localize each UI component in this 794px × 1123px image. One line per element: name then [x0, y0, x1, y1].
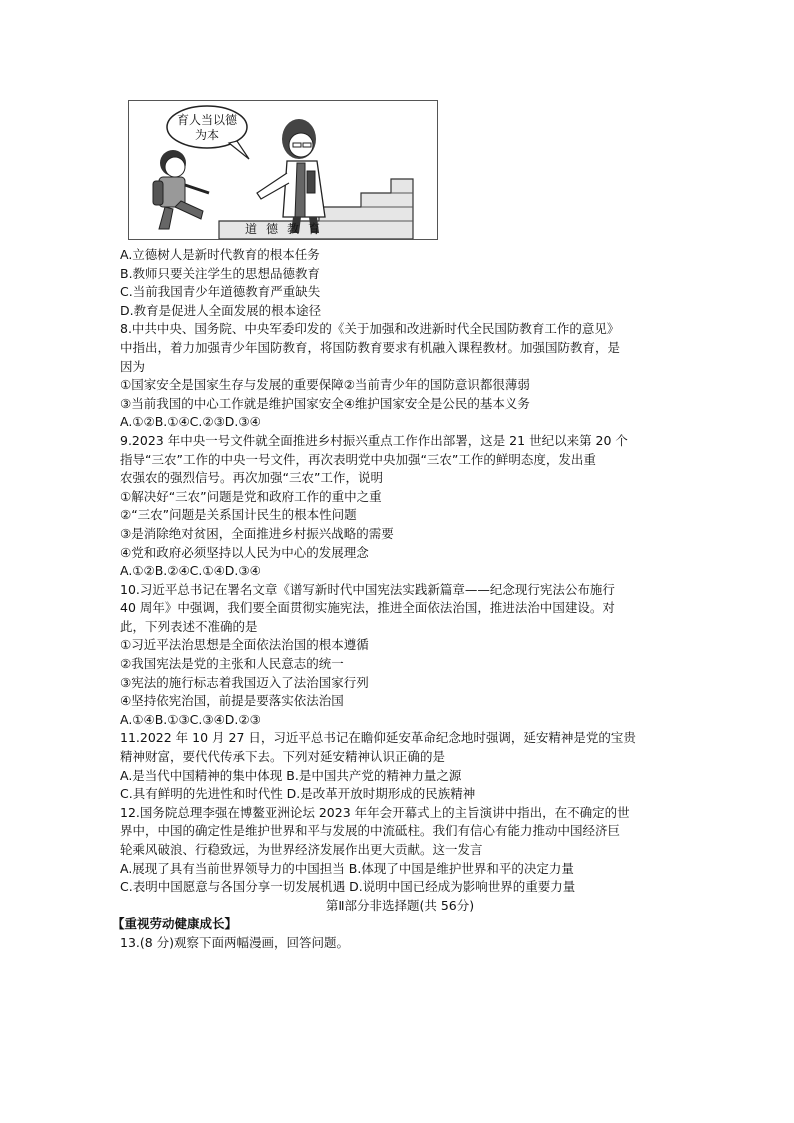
q10-item-2: ②我国宪法是党的主张和人民意志的统一	[120, 656, 344, 672]
section-title: 第Ⅱ部分非选择题(共 56分)	[325, 897, 475, 913]
q9-stem-1: 9.2023 年中央一号文件就全面推进乡村振兴重点工作作出部署，这是 21 世纪以来第 20 个	[120, 432, 628, 448]
q11-options-1: A.是当代中国精神的集中体现 B.是中国共产党的精神力量之源	[120, 767, 462, 783]
q13-stem: 13.(8 分)观察下面两幅漫画，回答问题。	[120, 934, 350, 950]
question-8	[120, 320, 680, 432]
q9-item-1: ①解决好“三农”问题是党和政府工作的重中之重	[120, 488, 382, 504]
cartoon-drawing	[129, 101, 437, 239]
q9-stem-3: 农强农的强烈信号。再次加强“三农”工作，说明	[120, 470, 383, 486]
q12-stem-3: 轮乘风破浪、行稳致远，为世界经济发展作出更大贡献。这一发言	[120, 842, 483, 857]
q12-options-1: A.展现了具有当前世界领导力的中国担当 B.体现了中国是维护世界和平的决定力量	[120, 860, 574, 876]
q7-options	[120, 246, 680, 320]
q11-options-2: C.具有鲜明的先进性和时代性 D.是改革开放时期形成的民族精神	[120, 786, 476, 802]
q8-item-2: ③当前我国的中心工作就是维护国家安全④维护国家安全是公民的基本义务	[120, 395, 530, 411]
section-heading: 【重视劳动健康成长】	[112, 916, 238, 932]
exam-page	[112, 100, 680, 953]
q10-stem-1: 10.习近平总书记在署名文章《谱写新时代中国宪法实践新篇章——纪念现行宪法公布施行	[120, 581, 615, 597]
q12-stem-2: 界中，中国的确定性是维护世界和平与发展的中流砥柱。我们有信心有能力推动中国经济巨	[120, 823, 621, 839]
q8-stem-1: 8.中共中央、国务院、中央军委印发的《关于加强和改进新时代全民国防教育工作的意见》	[120, 321, 620, 337]
q7-option-a: A.立德树人是新时代教育的根本任务	[120, 247, 320, 262]
question-12	[120, 804, 680, 897]
q9-item-2: ②“三农”问题是关系国计民生的根本性问题	[120, 507, 357, 523]
q10-item-3: ③宪法的施行标志着我国迈入了法治国家行列	[120, 674, 369, 690]
q11-stem-1: 11.2022 年 10 月 27 日，习近平总书记在瞻仰延安革命纪念地时强调，延安精神是党的宝贵	[120, 730, 636, 746]
q10-item-4: ④坚持依宪治国，前提是要落实依法治国	[120, 693, 344, 709]
q9-options: A.①②B.②④C.①④D.③④	[120, 563, 261, 579]
q9-item-3: ③是消除绝对贫困，全面推进乡村振兴战略的需要	[120, 525, 394, 541]
stairs-label: 道德教育	[245, 222, 330, 236]
q7-option-d: D.教育是促进人全面发展的根本途径	[120, 302, 322, 318]
q12-stem-1: 12.国务院总理李强在博鳌亚洲论坛 2023 年年会开幕式上的主旨演讲中指出，在不确定的世	[120, 804, 630, 820]
q7-option-b: B.教师只要关注学生的思想品德教育	[120, 265, 321, 281]
q11-stem-2: 精神财富，要代代传承下去。下列对延安精神认识正确的是	[120, 749, 446, 765]
q10-options: A.①④B.①③C.③④D.②③	[120, 711, 261, 727]
q9-stem-2: 指导“三农”工作的中央一号文件，再次表明党中央加强“三农”工作的鲜明态度，发出重	[120, 451, 596, 467]
question-11	[120, 729, 680, 803]
q10-stem-3: 此，下列表述不准确的是	[120, 618, 258, 634]
moral-education-cartoon	[128, 100, 438, 240]
q10-stem-2: 40 周年》中强调，我们要全面贯彻实施宪法，推进全面依法治国，推进法治中国建设。对	[120, 600, 615, 616]
q10-item-1: ①习近平法治思想是全面依法治国的根本遵循	[120, 637, 369, 653]
question-10	[120, 581, 680, 730]
speech-bubble-text: 育人当以德为本	[177, 113, 238, 142]
q12-options-2: C.表明中国愿意与各国分享一切发展机遇 D.说明中国已经成为影响世界的重要力量	[120, 879, 576, 895]
q8-stem-3: 因为	[120, 358, 146, 374]
question-9	[120, 432, 680, 581]
q8-options: A.①②B.①④C.②③D.③④	[120, 414, 261, 430]
q9-item-4: ④党和政府必须坚持以人民为中心的发展理念	[120, 544, 369, 560]
q8-stem-2: 中指出，着力加强青少年国防教育，将国防教育要求有机融入课程教材。加强国防教育，是	[120, 339, 621, 355]
q7-option-c: C.当前我国青少年道德教育严重缺失	[120, 284, 321, 300]
q8-item-1: ①国家安全是国家生存与发展的重要保障②当前青少年的国防意识都很薄弱	[120, 377, 530, 393]
